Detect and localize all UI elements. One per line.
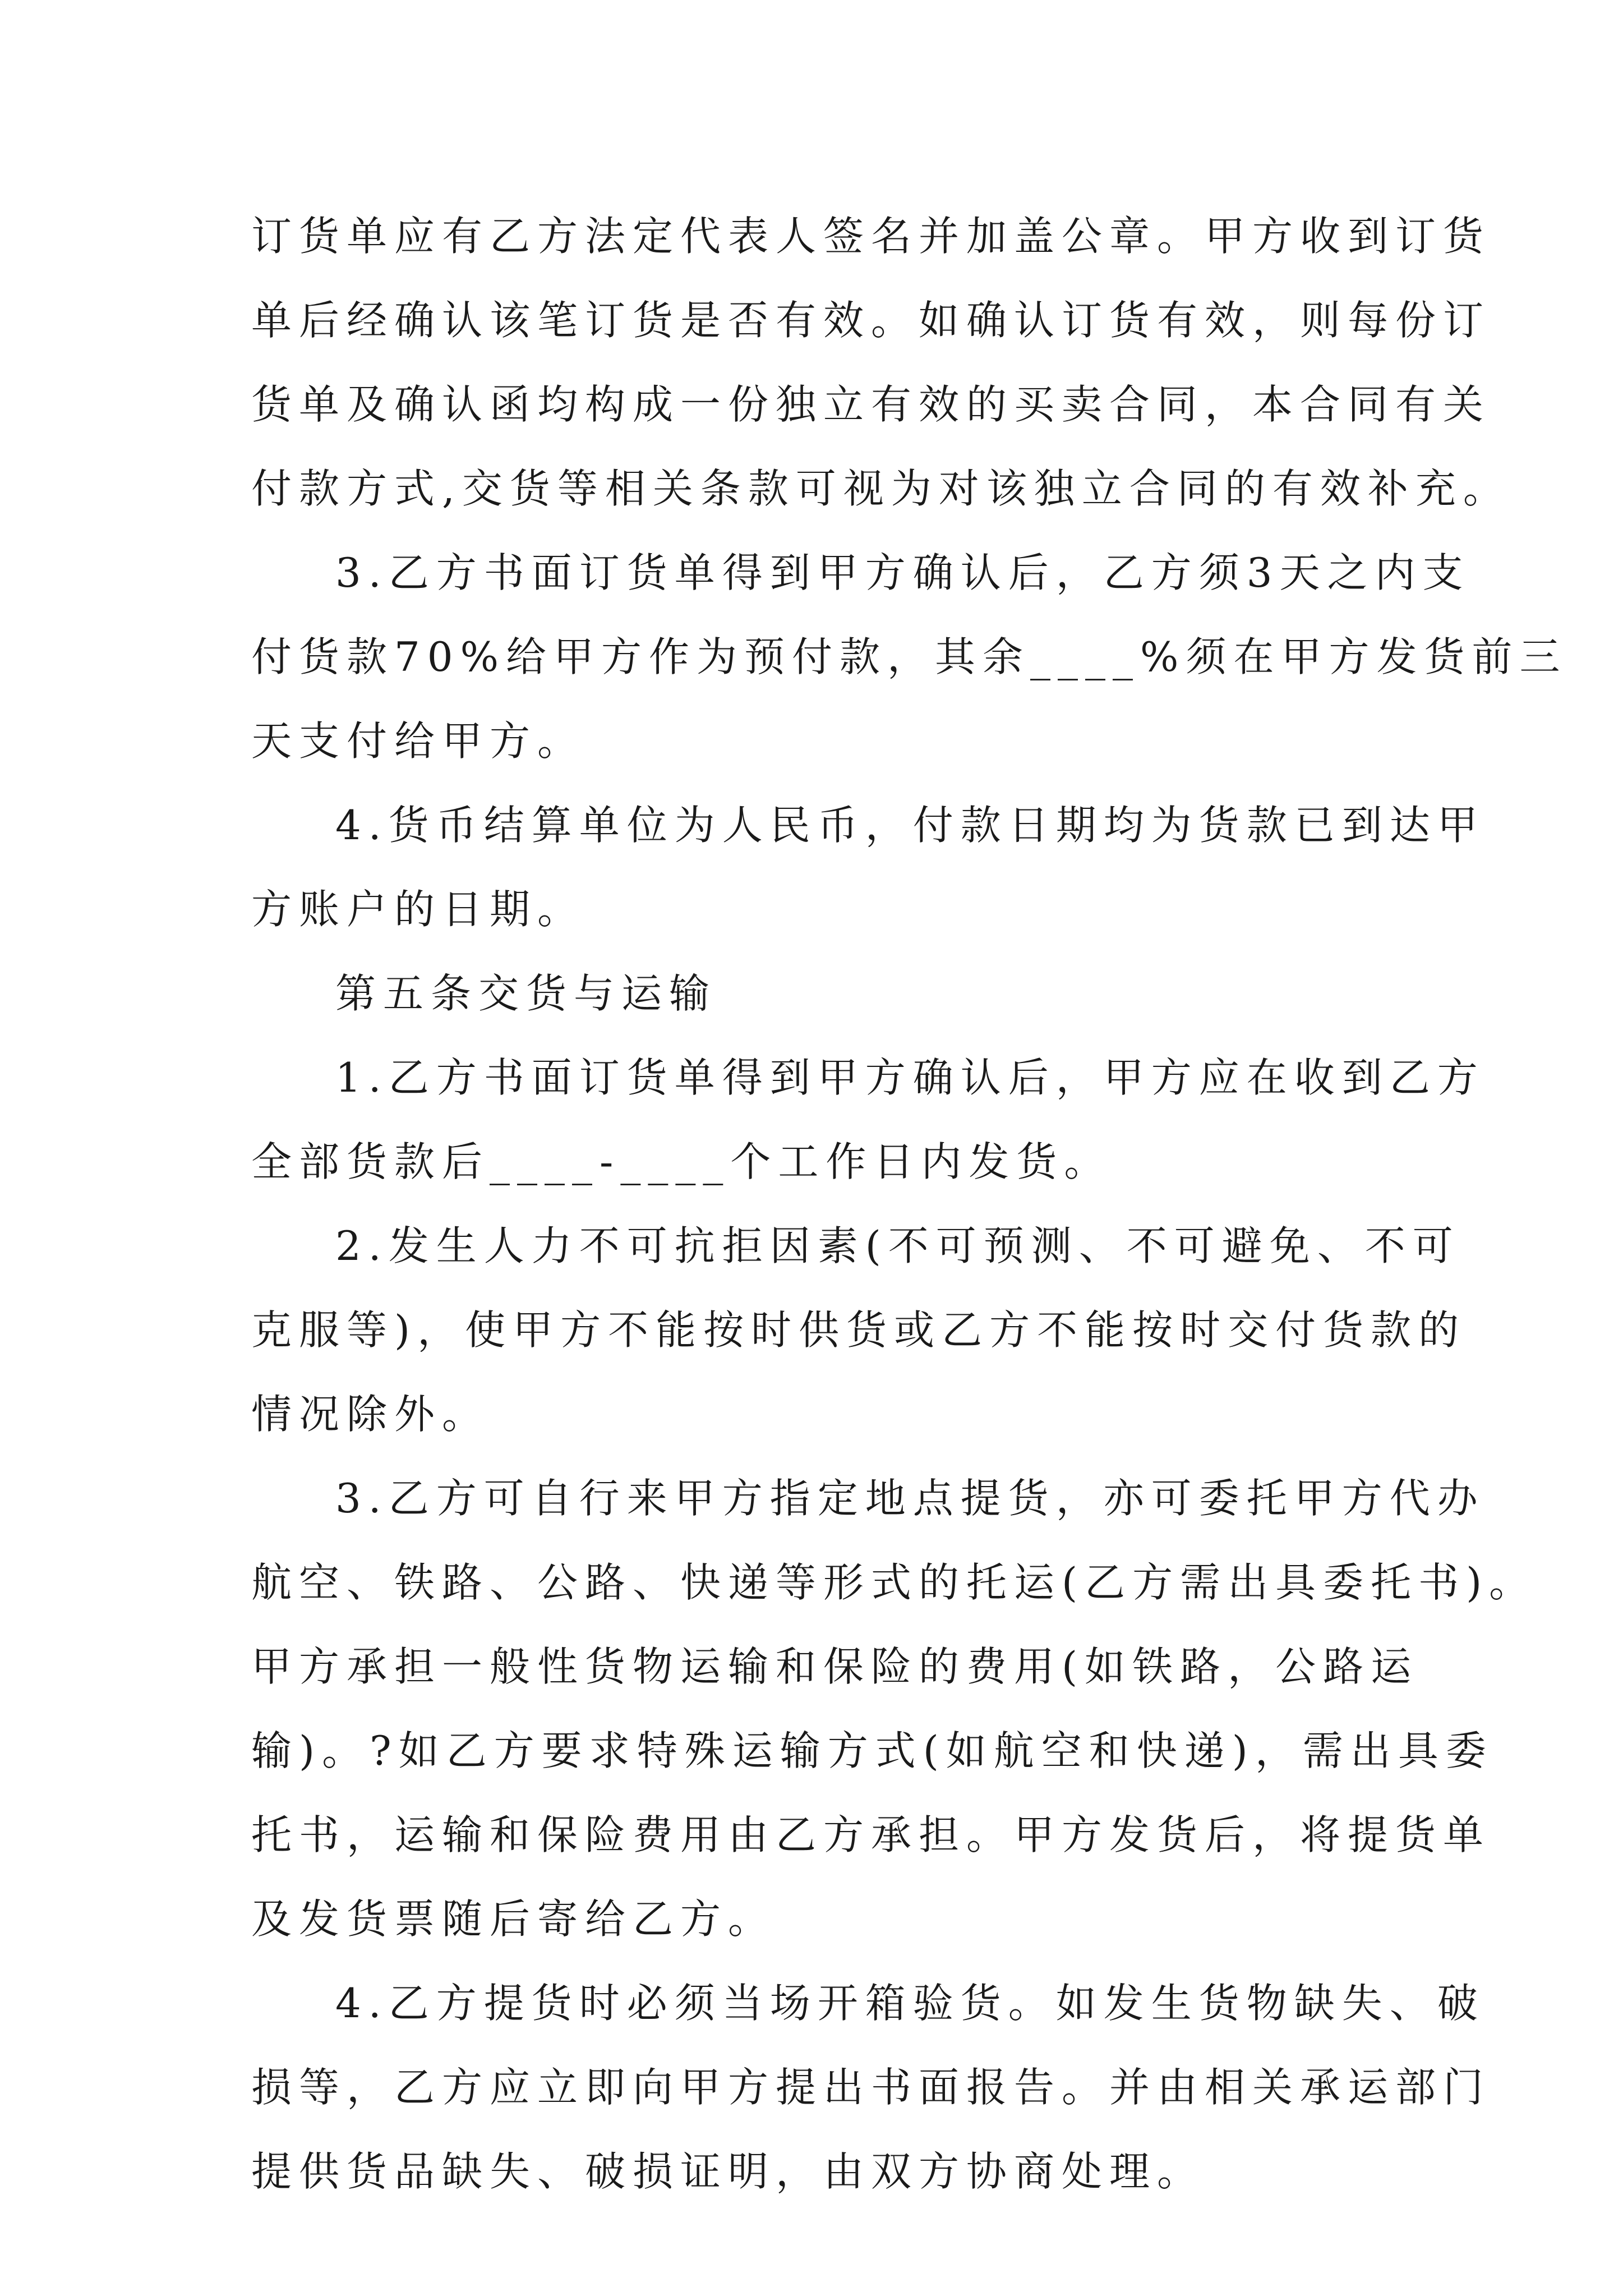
text-line: 损等，乙方应立即向甲方提出书面报告。并由相关承运部门 [251, 2064, 1491, 2111]
text-line: 4.货币结算单位为人民币，付款日期均为货款已到达甲 [335, 802, 1485, 849]
text-line: 及发货票随后寄给乙方。 [251, 1895, 776, 1943]
text-line: 输)。?如乙方要求特殊运输方式(如航空和快递)，需出具委 [251, 1727, 1493, 1774]
text-line: 2.发生人力不可抗拒因素(不可预测、不可避免、不可 [335, 1222, 1460, 1269]
text-line: 4.乙方提货时必须当场开箱验货。如发生货物缺失、破 [335, 1980, 1485, 2027]
text-line: 天支付给甲方。 [251, 717, 585, 765]
text-line: 1.乙方书面订货单得到甲方确认后，甲方应在收到乙方 [335, 1054, 1485, 1101]
text-line: 单后经确认该笔订货是否有效。如确认订货有效，则每份订 [251, 297, 1491, 344]
text-line: 付货款70%给甲方作为预付款，其余____%须在甲方发货前三 [251, 633, 1567, 680]
text-line: 航空、铁路、公路、快递等形式的托运(乙方需出具委托书)。 [251, 1559, 1537, 1606]
text-line: 付款方式,交货等相关条款可视为对该独立合同的有效补充。 [251, 465, 1511, 512]
text-line: 托书，运输和保险费用由乙方承担。甲方发货后，将提货单 [251, 1811, 1491, 1858]
text-line: 克服等)，使甲方不能按时供货或乙方不能按时交付货款的 [251, 1306, 1467, 1354]
text-line: 甲方承担一般性货物运输和保险的费用(如铁路，公路运 [251, 1643, 1419, 1690]
text-line: 货单及确认函均构成一份独立有效的买卖合同，本合同有关 [251, 381, 1491, 428]
text-line: 全部货款后____-____个工作日内发货。 [251, 1138, 1112, 1185]
text-line: 情况除外。 [251, 1391, 490, 1438]
text-line: 3.乙方书面订货单得到甲方确认后，乙方须3天之内支 [335, 549, 1470, 596]
text-line: 方账户的日期。 [251, 886, 585, 933]
text-line: 订货单应有乙方法定代表人签名并加盖公章。甲方收到订货 [251, 213, 1491, 260]
text-line: 提供货品缺失、破损证明，由双方协商处理。 [251, 2148, 1205, 2195]
section-heading: 第五条交货与运输 [335, 970, 717, 1017]
text-line: 3.乙方可自行来甲方指定地点提货，亦可委托甲方代办 [335, 1475, 1485, 1522]
